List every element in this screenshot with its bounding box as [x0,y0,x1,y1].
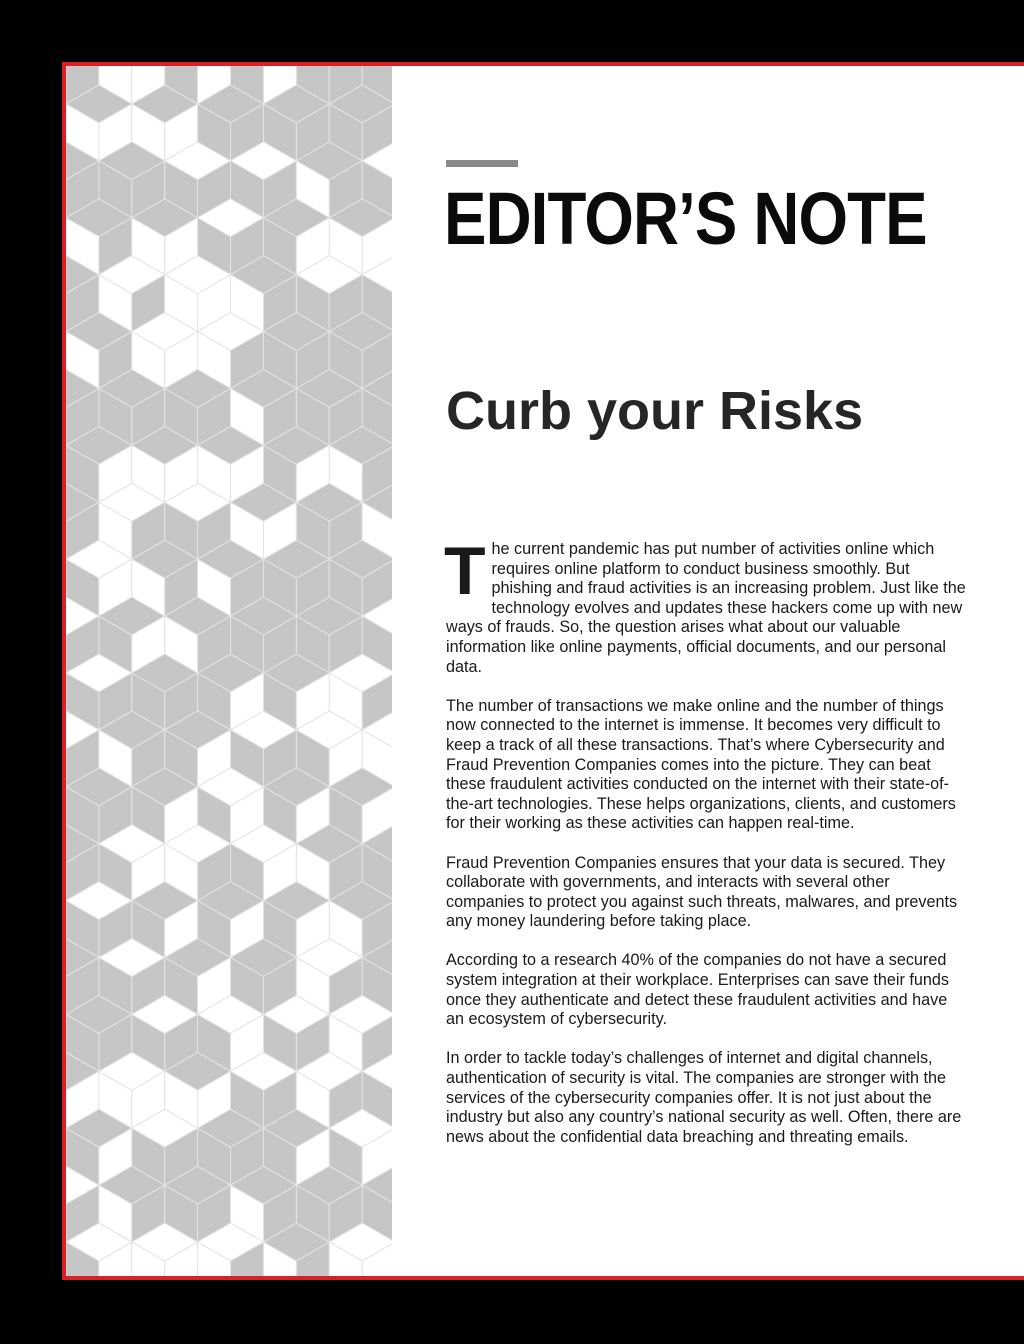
magazine-page [62,62,1024,1280]
cube-pattern-graphic [66,66,392,1276]
paragraph-4: According to a research 40% of the companies do not have a secured system integration at their workplace. Enterprises can save their funds once they authenticate and detect these fraudulent activities and have an ecosystem of cybersecurity. [446,951,949,1029]
drop-cap: T [444,533,486,609]
paragraph-1-text: he current pandemic has put number of activities online which requires online platform to conduct business smoothly. But phishing and fraud activities is an increasing problem. Just like the technology evolves and updates these hackers come up with new ways of frauds. So, the question arises what about our valuable information like online payments, official documents, and our personal data. [446,540,966,676]
paragraph-2: The number of transactions we make online and the number of things now connected to the internet is immense. It becomes very difficult to keep a track of all these transactions. That’s where Cybersecurity and Fraud Prevention Companies comes into the picture. They can beat these fraudulent activities conducted on the internet with their state-of-the-art technologies. These helps organizations, clients, and customers for their working as these activities can happen real-time. [446,696,956,833]
decorative-cube-pattern [66,66,392,1276]
page-title: EDITOR’S NOTE [444,177,927,260]
paragraph-3: Fraud Prevention Companies ensures that your data is secured. They collaborate with governments, and interacts with several other companies to protect you against such threats, malwares, and prevents any money laundering before taking place. [446,853,958,931]
article-subtitle: Curb your Risks [446,381,864,441]
paragraph-1 [444,533,966,677]
paragraph-5: In order to tackle today’s challenges of internet and digital channels, authentication of security is vital. The companies are stronger with the services of the cybersecurity companies offer. It is not just about the industry but also any country’s national security as well. Often, there are news about the confidential data breaching and threating emails. [446,1049,962,1146]
article-body [444,533,966,1167]
title-accent-bar [446,160,518,167]
